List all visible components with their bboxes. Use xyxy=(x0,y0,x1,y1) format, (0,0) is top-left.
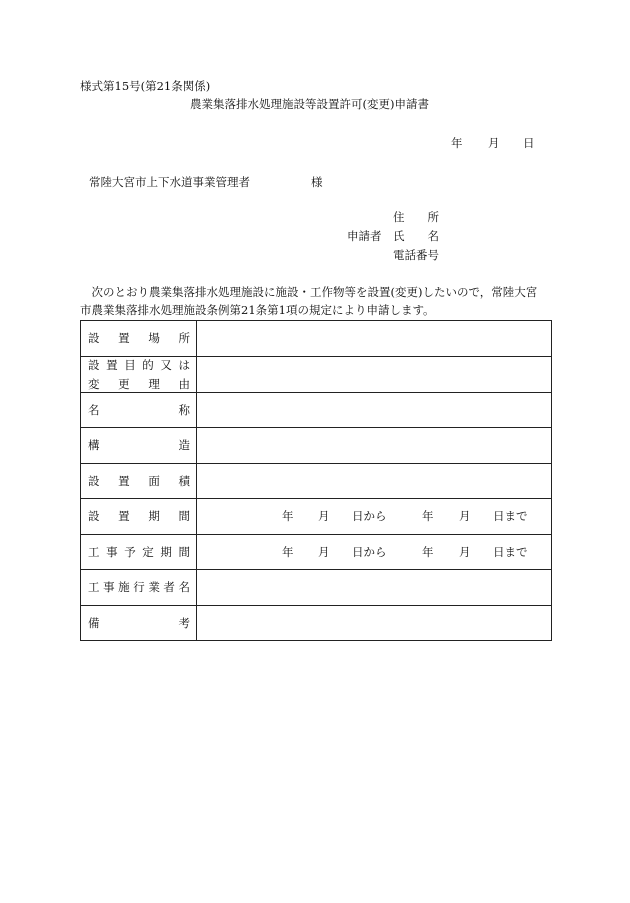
table-row xyxy=(81,428,552,464)
period-year-label: 年 xyxy=(282,509,294,524)
label-installation-purpose: 設 置 目 的 又 は 変 更 理 由 xyxy=(81,356,197,392)
label-structure: 構 造 xyxy=(81,428,197,464)
period-year2-label: 年 xyxy=(422,509,434,524)
form-title: 農業集落排水処理施設等設置許可(変更)申請書 xyxy=(190,97,429,111)
period-year-label: 年 xyxy=(282,544,294,559)
intro-line-1: 次のとおり農業集落排水処理施設に施設・工作物等を設置(変更)したいので，常陸大宮 xyxy=(80,285,538,299)
addressee-honorific: 様 xyxy=(311,175,323,189)
table-row xyxy=(81,499,552,535)
application-table xyxy=(80,320,552,641)
table-row xyxy=(81,570,552,606)
installation-area-field[interactable] xyxy=(197,463,552,499)
period-month2-label: 月 xyxy=(459,509,471,524)
applicant-phone-label: 電話番号 xyxy=(393,248,439,262)
construction-period-field[interactable] xyxy=(197,534,552,570)
applicant-role-label: 申請者 xyxy=(347,229,382,243)
contractor-name-field[interactable] xyxy=(197,570,552,606)
period-month-label: 月 xyxy=(318,544,330,559)
remarks-field[interactable] xyxy=(197,605,552,641)
table-row xyxy=(81,534,552,570)
period-until-label: 日まで xyxy=(493,544,528,559)
period-from-label: 日から xyxy=(352,544,387,559)
label-installation-period: 設 置 期 間 xyxy=(81,499,197,535)
applicant-address-label: 住 所 xyxy=(393,210,439,224)
period-from-label: 日から xyxy=(352,509,387,524)
intro-line-2: 市農業集落排水処理施設条例第21条第1項の規定により申請します。 xyxy=(80,303,435,317)
period-month2-label: 月 xyxy=(459,544,471,559)
date-year-label: 年 xyxy=(451,136,463,150)
label-construction-period: 工 事 予 定 期 間 xyxy=(81,534,197,570)
label-installation-area: 設 置 面 積 xyxy=(81,463,197,499)
table-row xyxy=(81,463,552,499)
installation-location-field[interactable] xyxy=(197,321,552,357)
installation-purpose-field[interactable] xyxy=(197,356,552,392)
structure-field[interactable] xyxy=(197,428,552,464)
period-until-label: 日まで xyxy=(493,509,528,524)
addressee-name: 常陸大宮市上下水道事業管理者 xyxy=(89,175,250,189)
date-day-label: 日 xyxy=(523,136,535,150)
name-field[interactable] xyxy=(197,392,552,428)
table-row xyxy=(81,321,552,357)
label-remarks: 備 考 xyxy=(81,605,197,641)
date-month-label: 月 xyxy=(488,136,500,150)
form-number: 様式第15号(第21条関係) xyxy=(80,79,211,93)
table-row xyxy=(81,356,552,392)
table-row xyxy=(81,392,552,428)
table-row xyxy=(81,605,552,641)
installation-period-field[interactable] xyxy=(197,499,552,535)
label-contractor-name: 工 事 施 行 業 者 名 xyxy=(81,570,197,606)
applicant-name-label: 氏 名 xyxy=(393,229,439,243)
label-installation-location: 設 置 場 所 xyxy=(81,321,197,357)
label-name: 名 称 xyxy=(81,392,197,428)
period-month-label: 月 xyxy=(318,509,330,524)
period-year2-label: 年 xyxy=(422,544,434,559)
